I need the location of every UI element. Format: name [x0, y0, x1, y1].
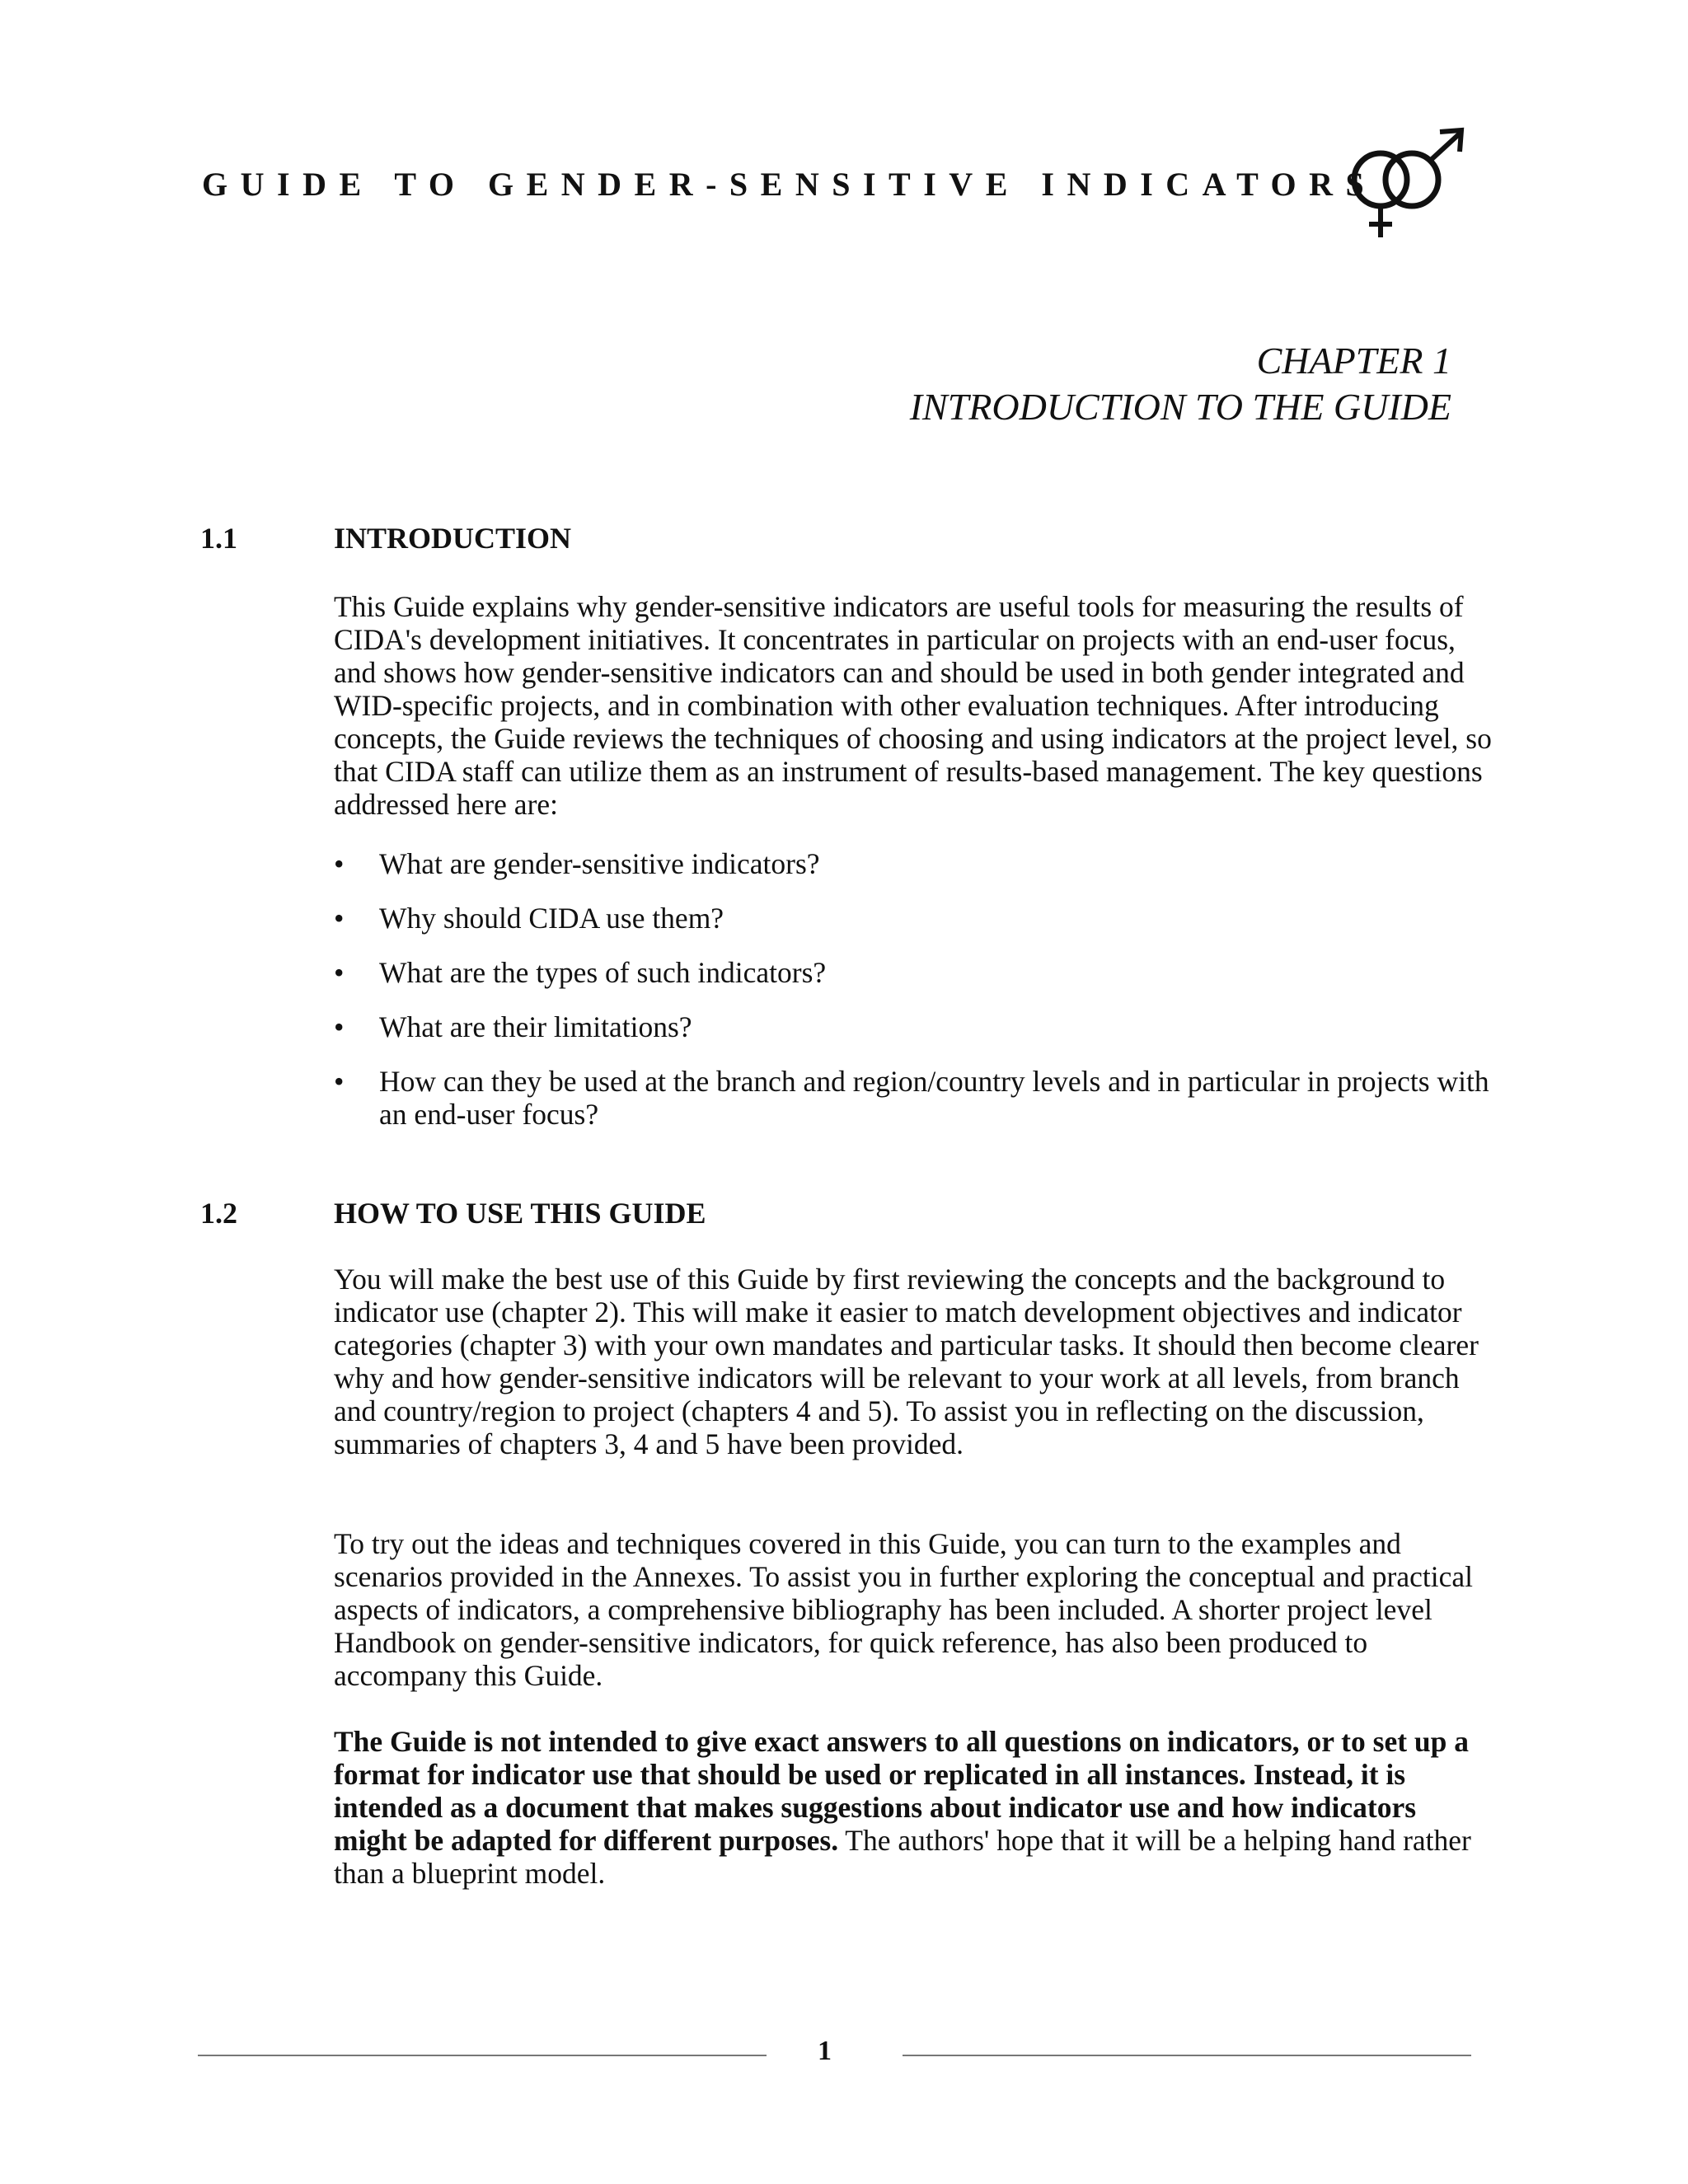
usage-paragraph-1: You will make the best use of this Guide by first reviewing the concepts and the background to indicator use (chapter 2). This will make it easier to match development objectives and indicator categories (chapter 3) with your own mandates and particular tasks. It should then become clearer why and how gender-sensitive indicators will be relevant to your work at all levels, from branch and country/region to project (chapters 4 and 5). To assist you in reflecting on the discussion, summaries of chapters 3, 4 and 5 have been provided.: [334, 1263, 1479, 1460]
list-item: • What are gender-sensitive indicators?: [334, 847, 820, 880]
emphasis-text: The Guide is not intended to give exact answers to all questions on indicators, or to set up a format for indicator use that should be used or replicated in all instances. Instead, it is intended as a document that makes suggestions about indicator use and how indicators might be adapted for different purposes.: [334, 1725, 1470, 1857]
gender-symbols-icon: [1339, 124, 1471, 247]
bullet-icon: •: [334, 1065, 345, 1098]
section-title: HOW TO USE THIS GUIDE: [334, 1197, 706, 1230]
list-item: • What are the types of such indicators?: [334, 956, 827, 989]
chapter-title: INTRODUCTION TO THE GUIDE: [909, 386, 1451, 428]
key-questions-list: [334, 847, 1492, 1152]
running-header-title: GUIDE TO GENDER-SENSITIVE INDICATORS: [202, 166, 1377, 203]
bullet-icon: •: [334, 956, 345, 989]
footer-rule-right: [903, 2055, 1471, 2056]
section-number: 1.1: [200, 522, 237, 555]
usage-paragraph-2: To try out the ideas and techniques covered in this Guide, you can turn to the examples and scenarios provided in the Annexes. To assist you in further exploring the conceptual and practical aspects of indicators, a comprehensive bibliography has been included. A shorter project level Handbook on gender-sensitive indicators, for quick reference, has also been produced to accompany this Guide.: [334, 1527, 1473, 1692]
section-title: INTRODUCTION: [334, 522, 572, 555]
list-item: • How can they be used at the branch and region/country levels and in particular in projects with an end-user focus?: [334, 1065, 1489, 1131]
bullet-icon: •: [334, 1010, 345, 1043]
page-number: 1: [818, 2036, 832, 2066]
bullet-icon: •: [334, 847, 345, 880]
usage-paragraph-3: [334, 1725, 1492, 1890]
footer-rule-left: [198, 2055, 767, 2056]
closing-text: The authors' hope that it will be a helping hand rather than a blueprint model.: [334, 1824, 1471, 1890]
chapter-heading: [910, 338, 1451, 430]
bullet-icon: •: [334, 902, 345, 935]
list-item: • What are their limitations?: [334, 1010, 692, 1043]
list-item: • Why should CIDA use them?: [334, 902, 724, 935]
intro-paragraph: This Guide explains why gender-sensitive indicators are useful tools for measuring the results of CIDA's development initiatives. It concentrates in particular on projects with an end-user focus, and shows how gender-sensitive indicators can and should be used in both gender integrated and WID-specific projects, and in combination with other evaluation techniques. After introducing concepts, the Guide reviews the techniques of choosing and using indicators at the project level, so that CIDA staff can utilize them as an instrument of results-based management. The key questions addressed here are:: [334, 590, 1492, 821]
section-number: 1.2: [200, 1197, 237, 1230]
chapter-label: CHAPTER 1: [1256, 340, 1451, 382]
